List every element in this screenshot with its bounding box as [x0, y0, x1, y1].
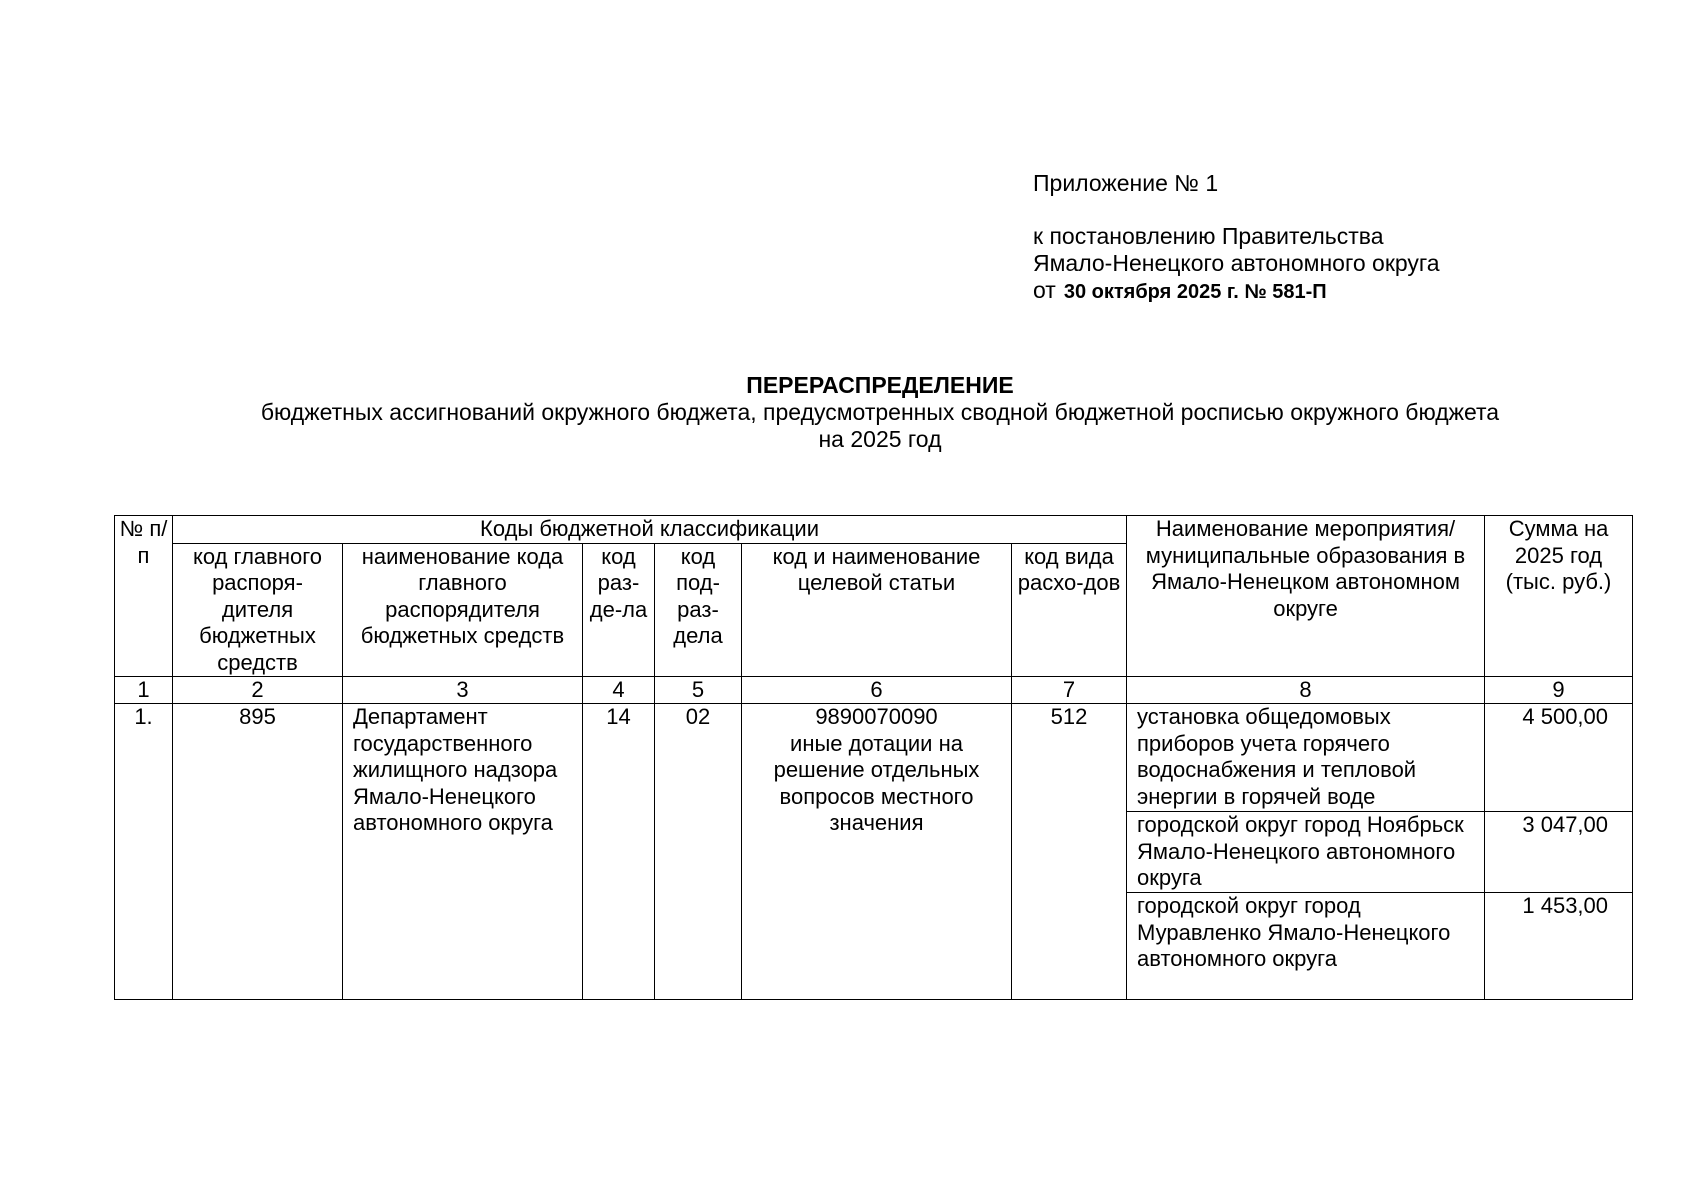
header-codes-group: Коды бюджетной классификации	[173, 516, 1127, 544]
column-number-row	[115, 677, 1633, 704]
decree-number: 30 октября 2025 г. № 581-П	[1063, 281, 1327, 303]
cell-main-manager-code: 895	[173, 704, 343, 1000]
cell-section-code: 14	[583, 704, 655, 1000]
cell-sum: 3 047,00	[1485, 812, 1633, 893]
col-number: 9	[1485, 677, 1633, 704]
cell-municipality: городской округ город Муравленко Ямало-Ненецкого автономного округа	[1127, 893, 1485, 1000]
appendix-label: Приложение № 1	[1033, 170, 1219, 196]
col-number: 5	[655, 677, 742, 704]
header-num: № п/п	[115, 516, 173, 677]
cell-event-name: установка общедомовых приборов учета горячего водоснабжения и тепловой энергии в горячей воде	[1127, 704, 1485, 812]
cell-target-article	[742, 704, 1012, 1000]
appendix-line-2: Ямало-Ненецкого автономного округа	[1033, 250, 1440, 276]
document-title	[150, 372, 1610, 453]
title-subtitle: бюджетных ассигнований окружного бюджета, предусмотренных сводной бюджетной росписью окружного бюджета	[260, 399, 1500, 425]
target-code: 9890070090	[815, 704, 938, 729]
cell-main-manager-name: Департамент государственного жилищного надзора Ямало-Ненецкого автономного округа	[343, 704, 583, 1000]
cell-municipality: городской округ город Ноябрьск Ямало-Ненецкого автономного округа	[1127, 812, 1485, 893]
cell-subsection-code: 02	[655, 704, 742, 1000]
header-target-article: код и наименование целевой статьи	[742, 543, 1012, 677]
row-num: 1.	[115, 704, 173, 1000]
cell-sum: 4 500,00	[1485, 704, 1633, 812]
title-main: ПЕРЕРАСПРЕДЕЛЕНИЕ	[746, 372, 1014, 398]
target-name: иные дотации на решение отдельных вопросов местного значения	[773, 730, 980, 835]
header-subsection-code: код под-раз-дела	[655, 543, 742, 677]
col-number: 8	[1127, 677, 1485, 704]
cell-expense-type: 512	[1012, 704, 1127, 1000]
title-year: на 2025 год	[818, 426, 942, 452]
col-number: 6	[742, 677, 1012, 704]
cell-sum: 1 453,00	[1485, 893, 1633, 1000]
col-number: 4	[583, 677, 655, 704]
appendix-line-1: к постановлению Правительства	[1033, 223, 1384, 249]
appendix-line-3	[1033, 277, 1633, 306]
header-main-manager-name: наименование кода главного распорядителя бюджетных средств	[343, 543, 583, 677]
col-number: 7	[1012, 677, 1127, 704]
header-section-code: код раз-де-ла	[583, 543, 655, 677]
col-number: 3	[343, 677, 583, 704]
header-main-manager-code: код главного распоря-дителя бюджетных средств	[173, 543, 343, 677]
header-sum: Сумма на 2025 год (тыс. руб.)	[1485, 516, 1633, 677]
appendix-block	[1033, 170, 1633, 306]
header-event-name: Наименование мероприятия/ муниципальные образования в Ямало-Ненецком автономном округе	[1127, 516, 1485, 677]
redistribution-table	[114, 515, 1633, 1000]
col-number: 2	[173, 677, 343, 704]
appendix-from-prefix: от	[1033, 277, 1056, 303]
col-number: 1	[115, 677, 173, 704]
table-row	[115, 704, 1633, 812]
header-expense-type: код вида расхо-дов	[1012, 543, 1127, 677]
